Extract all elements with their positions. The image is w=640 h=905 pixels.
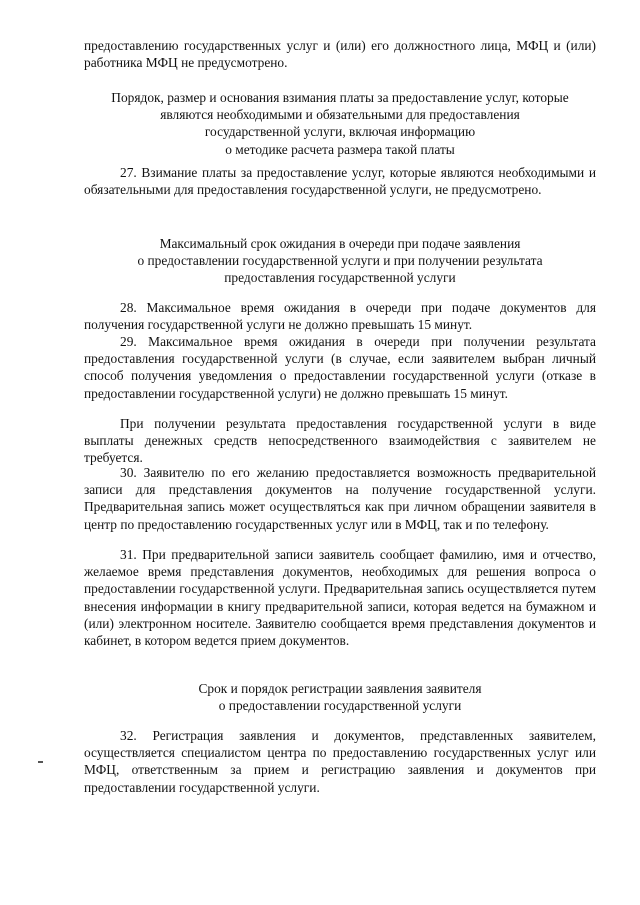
heading-wait — [84, 235, 596, 287]
paragraph-31: 31. При предварительной записи заявитель сообщает фамилию, имя и отчество, желаемое время представления документов, необходимых для решения вопроса о предоставлении государственной услуги. Предварительная запись осуществляется путем внесения информации в книгу предварительной записи, которая ведется на бумажном и (или) электронном носителе. Заявителю сообщается время представления документов и кабинет, в котором ведется прием документов. — [84, 547, 596, 649]
intro-paragraph: предоставлению государственных услуг и (или) его должностного лица, МФЦ и (или) работника МФЦ не предусмотрено. — [84, 38, 596, 71]
heading-wait-line: Максимальный срок ожидания в очереди при подаче заявления — [159, 236, 521, 251]
heading-fee-line: государственной услуги, включая информацию — [204, 124, 476, 140]
paragraph-32: 32. Регистрация заявления и документов, представленных заявителем, осуществляется специалистом центра по предоставлению государственных услуг или МФЦ, ответственным за прием и регистрацию заявления и документов при предоставлении государственной услуги. — [84, 728, 596, 795]
heading-fee-line: являются необходимыми и обязательными для предоставления — [160, 107, 520, 123]
paragraph-28: 28. Максимальное время ожидания в очереди при подаче документов для получения государственной услуги не должно превышать 15 минут. — [84, 300, 596, 333]
heading-fee — [84, 89, 596, 158]
paragraph-29-continued: При получении результата предоставления государственной услуги в виде выплаты денежных средств непосредственного взаимодействия с заявителем не требуется. — [84, 416, 596, 466]
paragraph-29: 29. Максимальное время ожидания в очереди при получении результата предоставления государственной услуги (в случае, если заявителем выбран личный способ получения уведомления о предоставлении государственной услуги (отказе в предоставлении государственной услуги) не должно превышать 15 минут. — [84, 334, 596, 401]
paragraph-27: 27. Взимание платы за предоставление услуг, которые являются необходимыми и обязательными для предоставления государственной услуги, не предусмотрено. — [84, 165, 596, 198]
heading-registration-line: о предоставлении государственной услуги — [218, 698, 462, 714]
heading-registration-line: Срок и порядок регистрации заявления заявителя — [198, 681, 482, 696]
paragraph-30: 30. Заявителю по его желанию предоставляется возможность предварительной записи для представления документов на получение государственной услуги. Предварительная запись может осуществляться как при личном обращении заявителя в центр по предоставлению государственных услуг или в МФЦ, так и по телефону. — [84, 465, 596, 532]
scan-mark — [38, 761, 43, 763]
heading-wait-line: о предоставлении государственной услуги и при получении результата — [137, 253, 543, 269]
heading-registration — [84, 680, 596, 714]
heading-wait-line: предоставления государственной услуги — [224, 270, 456, 286]
heading-fee-line: о методике расчета размера такой платы — [225, 141, 455, 157]
heading-fee-line: Порядок, размер и основания взимания платы за предоставление услуг, которые — [111, 90, 569, 105]
